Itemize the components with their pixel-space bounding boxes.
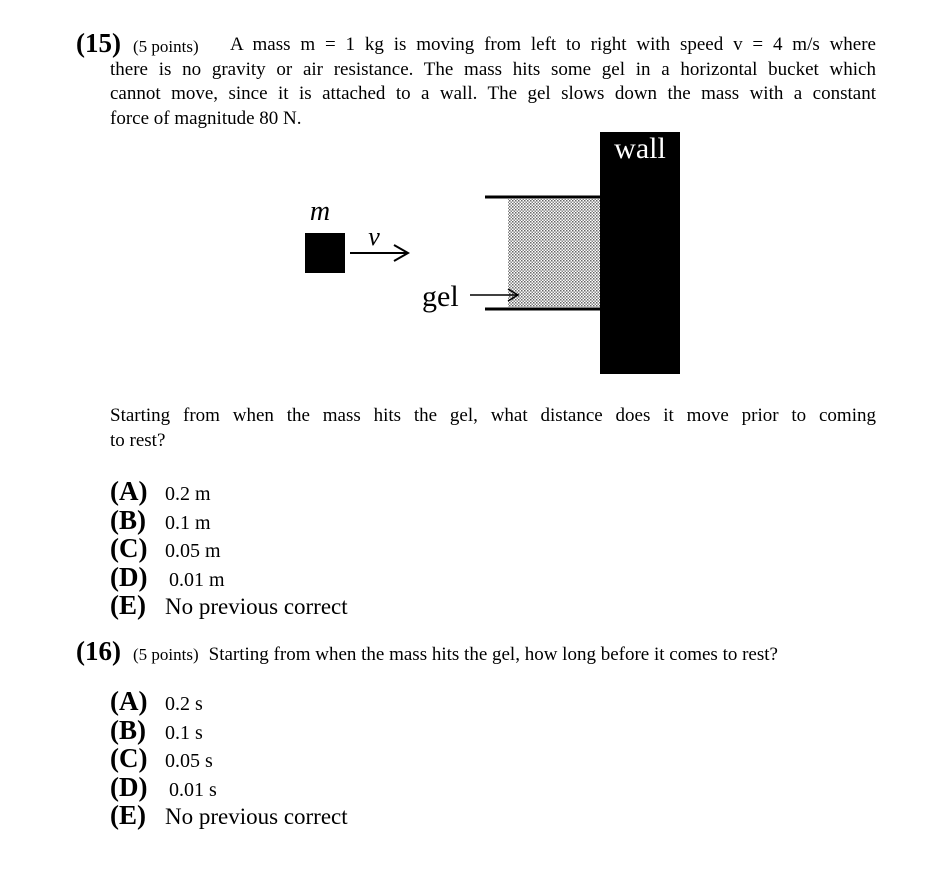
choice-letter: (D) — [110, 561, 148, 592]
q15-choices — [110, 476, 348, 619]
choice-text: 0.2 s — [165, 693, 203, 715]
choice-letter: (E) — [110, 800, 146, 830]
wall-label: wall — [614, 132, 666, 165]
q15-choice-c[interactable] — [110, 533, 348, 562]
choice-letter: (B) — [110, 504, 146, 535]
q15-choice-d[interactable] — [110, 562, 348, 591]
choice-letter: (B) — [110, 714, 146, 745]
q16-choice-e[interactable] — [110, 800, 348, 829]
q15-choice-a[interactable] — [110, 476, 348, 505]
choice-letter: (D) — [110, 771, 148, 802]
q15-choice-b[interactable] — [110, 505, 348, 534]
choice-text: No previous correct — [165, 804, 348, 829]
choice-text: 0.05 s — [165, 750, 213, 772]
velocity-label: v — [368, 222, 380, 251]
q15-choice-e[interactable] — [110, 590, 348, 619]
q16-choice-a[interactable] — [110, 686, 348, 715]
mass-label: m — [309, 196, 331, 227]
q16-choice-b[interactable] — [110, 715, 348, 744]
choice-letter: (E) — [110, 590, 146, 620]
q16-number: (16) — [76, 636, 121, 666]
q15-prompt-line-2: to rest? — [110, 429, 166, 451]
q16-header — [76, 636, 778, 667]
choice-text: 0.01 m — [169, 568, 225, 591]
choice-letter: (A) — [110, 476, 148, 506]
choice-text: 0.1 s — [165, 721, 203, 744]
choice-text: 0.1 m — [165, 511, 211, 534]
choice-text: 0.01 s — [169, 778, 217, 801]
choice-letter: (A) — [110, 686, 148, 716]
q15-line-4: force of magnitude 80 N. — [110, 107, 302, 129]
q15-line-3: cannot move, since it is attached to a wall. The gel slows down the mass with a constant — [110, 83, 876, 104]
q15-prompt — [110, 404, 876, 453]
q15-number: (15) — [76, 28, 121, 58]
q16-choices — [110, 686, 348, 829]
gel — [508, 199, 600, 307]
q15-statement — [110, 33, 876, 131]
q15-prompt-line-1: Starting from when the mass hits the gel, what distance does it move prior to coming — [110, 405, 876, 426]
q15-line-2: there is no gravity or air resistance. The mass hits some gel in a horizontal bucket which — [110, 58, 876, 80]
choice-text: No previous correct — [165, 594, 348, 619]
q15-points: (5 points) — [132, 37, 199, 56]
gel-label: gel — [422, 280, 459, 313]
choice-text: 0.05 m — [165, 540, 221, 562]
wall — [600, 132, 680, 374]
choice-text: 0.2 m — [165, 483, 211, 505]
q16-text: Starting from when the mass hits the gel, how long before it comes to rest? — [208, 644, 778, 665]
q15-line-1: A mass m = 1 kg is moving from left to right with speed v = 4 m/s where — [230, 34, 876, 55]
mass-block — [305, 233, 345, 273]
q16-choice-c[interactable] — [110, 743, 348, 772]
choice-letter: (C) — [110, 743, 148, 773]
q16-points: (5 points) — [132, 645, 199, 664]
q16-choice-d[interactable] — [110, 772, 348, 801]
choice-letter: (C) — [110, 533, 148, 563]
mass-gel-wall-diagram — [290, 128, 690, 378]
